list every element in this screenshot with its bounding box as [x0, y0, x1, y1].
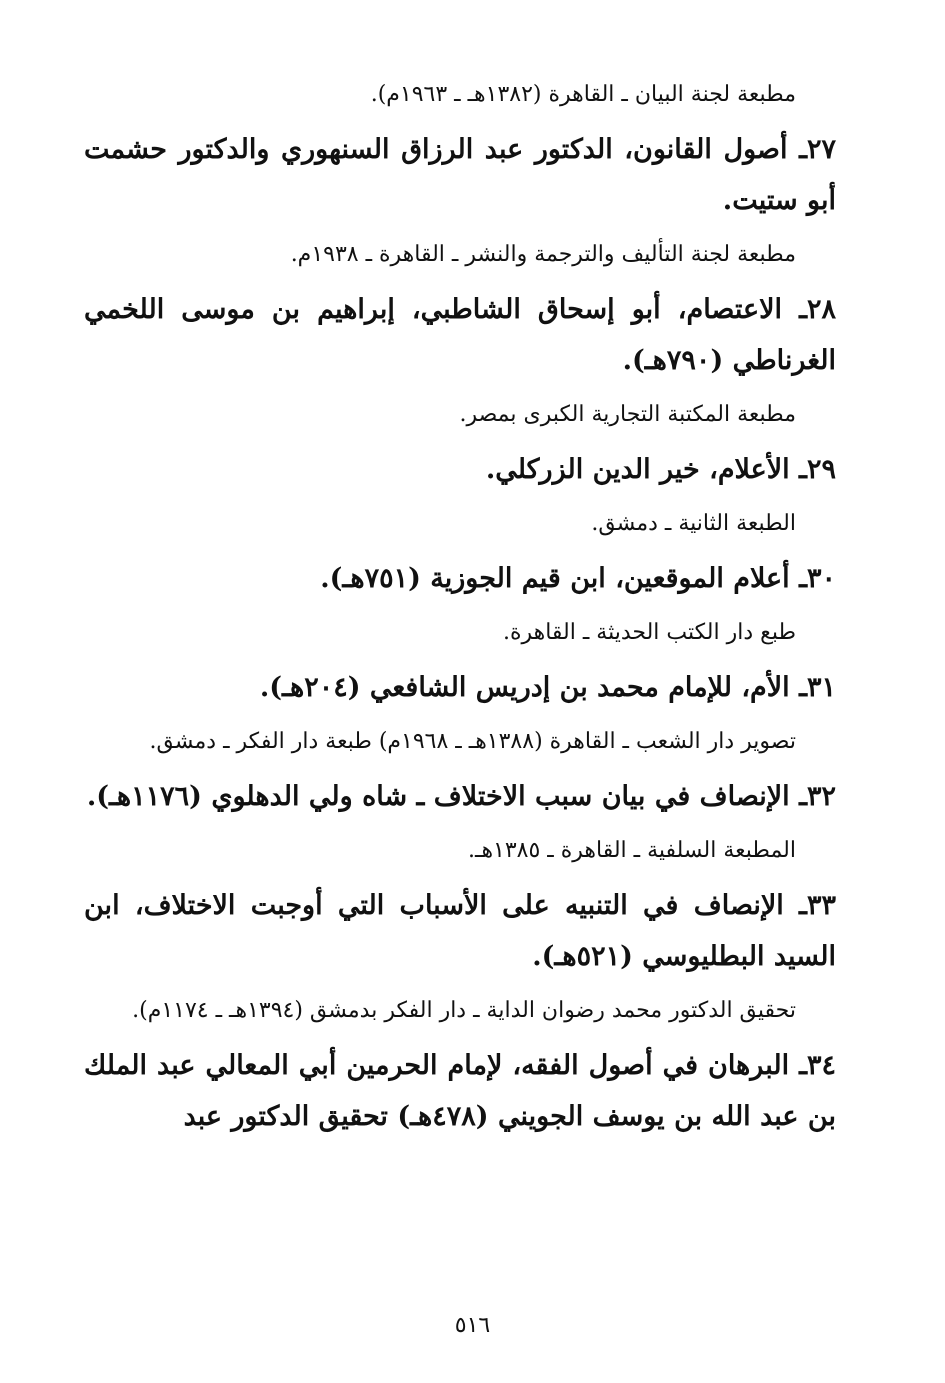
entry-note: مطبعة المكتبة التجارية الكبرى بمصر. [459, 402, 796, 427]
bibliography-entry-28 [84, 284, 836, 440]
bibliography-entry-29 [84, 444, 836, 549]
entry-note: مطبعة لجنة التأليف والترجمة والنشر ـ القاهرة ـ ١٩٣٨م. [290, 242, 796, 267]
entry-title: ٣٢ـ الإنصاف في بيان سبب الاختلاف ـ شاه ولي الدهلوي (١١٧٦هـ). [86, 781, 836, 812]
bibliography-entry-32 [84, 771, 836, 876]
entry-note-26: مطبعة لجنة البيان ـ القاهرة (١٣٨٢هـ ـ ١٩٦٣م). [370, 82, 796, 107]
page-number: ٥١٦ [454, 1313, 491, 1338]
entry-note: طبع دار الكتب الحديثة ـ القاهرة. [502, 620, 796, 645]
entry-title: ٢٩ـ الأعلام، خير الدين الزركلي. [485, 454, 836, 485]
entry-title: ٢٨ـ الاعتصام، أبو إسحاق الشاطبي، إبراهيم بن موسى اللخمي الغرناطي (٧٩٠هـ). [84, 294, 836, 376]
entry-title: ٣١ـ الأم، للإمام محمد بن إدريس الشافعي (٢٠٤هـ). [259, 672, 836, 703]
entry-title: ٢٧ـ أصول القانون، الدكتور عبد الرزاق السنهوري والدكتور حشمت أبو ستيت. [84, 134, 836, 216]
entry-title: ٣٣ـ الإنصاف في التنبيه على الأسباب التي أوجبت الاختلاف، ابن السيد البطليوسي (٥٢١هـ). [84, 890, 836, 972]
bibliography-entry-34 [84, 1040, 836, 1142]
entry-title: ٣٠ـ أعلام الموقعين، ابن قيم الجوزية (٧٥١هـ). [320, 563, 836, 594]
bibliography-entry-33 [84, 880, 836, 1036]
bibliography-entry-30 [84, 553, 836, 658]
entry-note: الطبعة الثانية ـ دمشق. [591, 511, 796, 536]
bibliography-entry-27 [84, 124, 836, 280]
entry-note: تحقيق الدكتور محمد رضوان الداية ـ دار الفكر بدمشق (١٣٩٤هـ ـ ١١٧٤م). [132, 998, 796, 1023]
entry-note: المطبعة السلفية ـ القاهرة ـ ١٣٨٥هـ. [468, 838, 796, 863]
bibliography-entry-31 [84, 662, 836, 767]
bibliography-list [84, 70, 836, 1146]
entry-title: ٣٤ـ البرهان في أصول الفقه، لإمام الحرمين أبي المعالي عبد الملك بن عبد الله بن يوسف الجويني (٤٧٨هـ) تحقيق الدكتور عبد [84, 1050, 836, 1132]
entry-note: تصوير دار الشعب ـ القاهرة (١٣٨٨هـ ـ ١٩٦٨م) طبعة دار الفكر ـ دمشق. [149, 729, 796, 754]
